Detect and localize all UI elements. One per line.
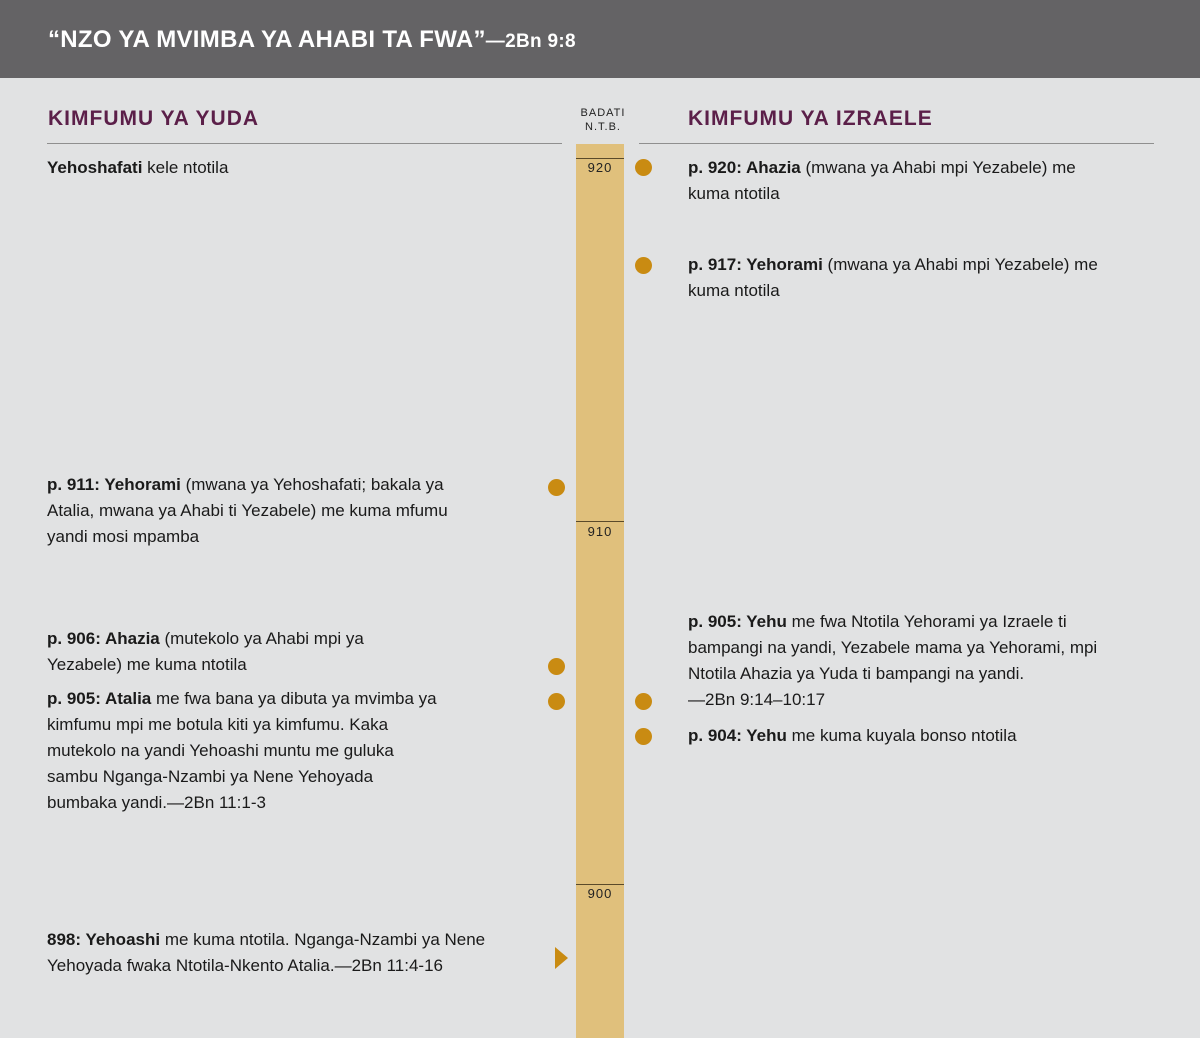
left-entry-911-yehorami — [47, 472, 492, 550]
right-divider — [639, 143, 1154, 144]
right-entry-904-yehu — [688, 723, 1148, 749]
entry-bold: 898: Yehoashi — [47, 930, 161, 949]
left-entry-yehoshafati — [47, 155, 547, 181]
left-entry-906-ahazia — [47, 626, 417, 678]
axis-label-line1: BADATI — [580, 107, 626, 119]
tick-910 — [576, 521, 624, 522]
marker-dot-911-yehorami — [548, 479, 565, 496]
title-reference: —2Bn 9:8 — [485, 31, 576, 52]
entry-text: (mutekolo ya Ahabi mpi ya Yezabele) me kuma ntotila — [47, 629, 364, 674]
right-entry-917-yehorami — [688, 252, 1108, 304]
entry-bold: p. 920: Ahazia — [688, 158, 801, 177]
page-title — [48, 26, 576, 54]
entry-text: me fwa Ntotila Yehorami ya Izraele ti bampangi na yandi, Yezabele mama ya Yehorami, mpi Ntotila Ahazia ya Yuda ti bampangi na yandi. — [688, 612, 1098, 683]
entry-bold: p. 905: Atalia — [47, 689, 152, 708]
entry-bold: Yehoshafati — [47, 158, 143, 177]
marker-dot-917-yehorami — [635, 257, 652, 274]
tick-label-910: 910 — [587, 524, 613, 539]
entry-text: me kuma kuyala bonso ntotila — [786, 726, 1017, 745]
header-bar — [0, 0, 1200, 78]
tick-label-900: 900 — [587, 886, 613, 901]
entry-text: me kuma ntotila. Nganga-Nzambi ya Nene Yehoyada fwaka Ntotila-Nkento Atalia.—2Bn 11:4-16 — [47, 930, 486, 975]
marker-dot-906-ahazia — [548, 658, 565, 675]
left-entry-905-atalia — [47, 686, 447, 816]
entry-text: (mwana ya Ahabi mpi Yezabele) me kuma ntotila — [688, 158, 1076, 203]
entry-bold: p. 904: Yehu — [688, 726, 787, 745]
marker-dot-905-atalia — [548, 693, 565, 710]
marker-arrow-898-yehoashi — [555, 947, 568, 969]
axis-label-line2: N.T.B. — [585, 121, 621, 133]
entry-text: (mwana ya Ahabi mpi Yezabele) me kuma ntotila — [688, 255, 1098, 300]
left-entry-898-yehoashi — [47, 927, 547, 979]
entry-bold: p. 911: Yehorami — [47, 475, 181, 494]
entry-bold: p. 917: Yehorami — [688, 255, 823, 274]
marker-dot-904-yehu — [635, 728, 652, 745]
timeline-bar — [576, 144, 624, 1038]
tick-900 — [576, 884, 624, 885]
entry-text: me fwa bana ya dibuta ya mvimba ya kimfumu mpi me botula kiti ya kimfumu. Kaka mutekolo na yandi Yehoashi muntu me guluka sambu Nganga-Nzambi ya Nene Yehoyada bumbaka yandi.—2Bn 11:1-3 — [47, 689, 437, 812]
entry-bold: p. 906: Ahazia — [47, 629, 160, 648]
entry-bold: p. 905: Yehu — [688, 612, 787, 631]
right-entry-905-yehu — [688, 609, 1113, 713]
tick-920 — [576, 158, 624, 159]
title-text: “NZO YA MVIMBA YA AHABI TA FWA” — [48, 26, 486, 53]
left-divider — [47, 143, 562, 144]
entry-text: kele ntotila — [142, 158, 229, 177]
tick-label-920: 920 — [587, 160, 613, 175]
marker-dot-920-ahazia — [635, 159, 652, 176]
entry-text: (mwana ya Yehoshafati; bakala ya Atalia, mwana ya Ahabi ti Yezabele) me kuma mfumu yandi mosi mpamba — [47, 475, 448, 546]
right-entry-920-ahazia — [688, 155, 1088, 207]
axis-label — [570, 106, 636, 134]
marker-dot-905-yehu — [635, 693, 652, 710]
left-column-title: KIMFUMU YA YUDA — [48, 107, 260, 130]
right-column-title: KIMFUMU YA IZRAELE — [688, 107, 933, 130]
entry-reference: —2Bn 9:14–10:17 — [688, 690, 826, 709]
